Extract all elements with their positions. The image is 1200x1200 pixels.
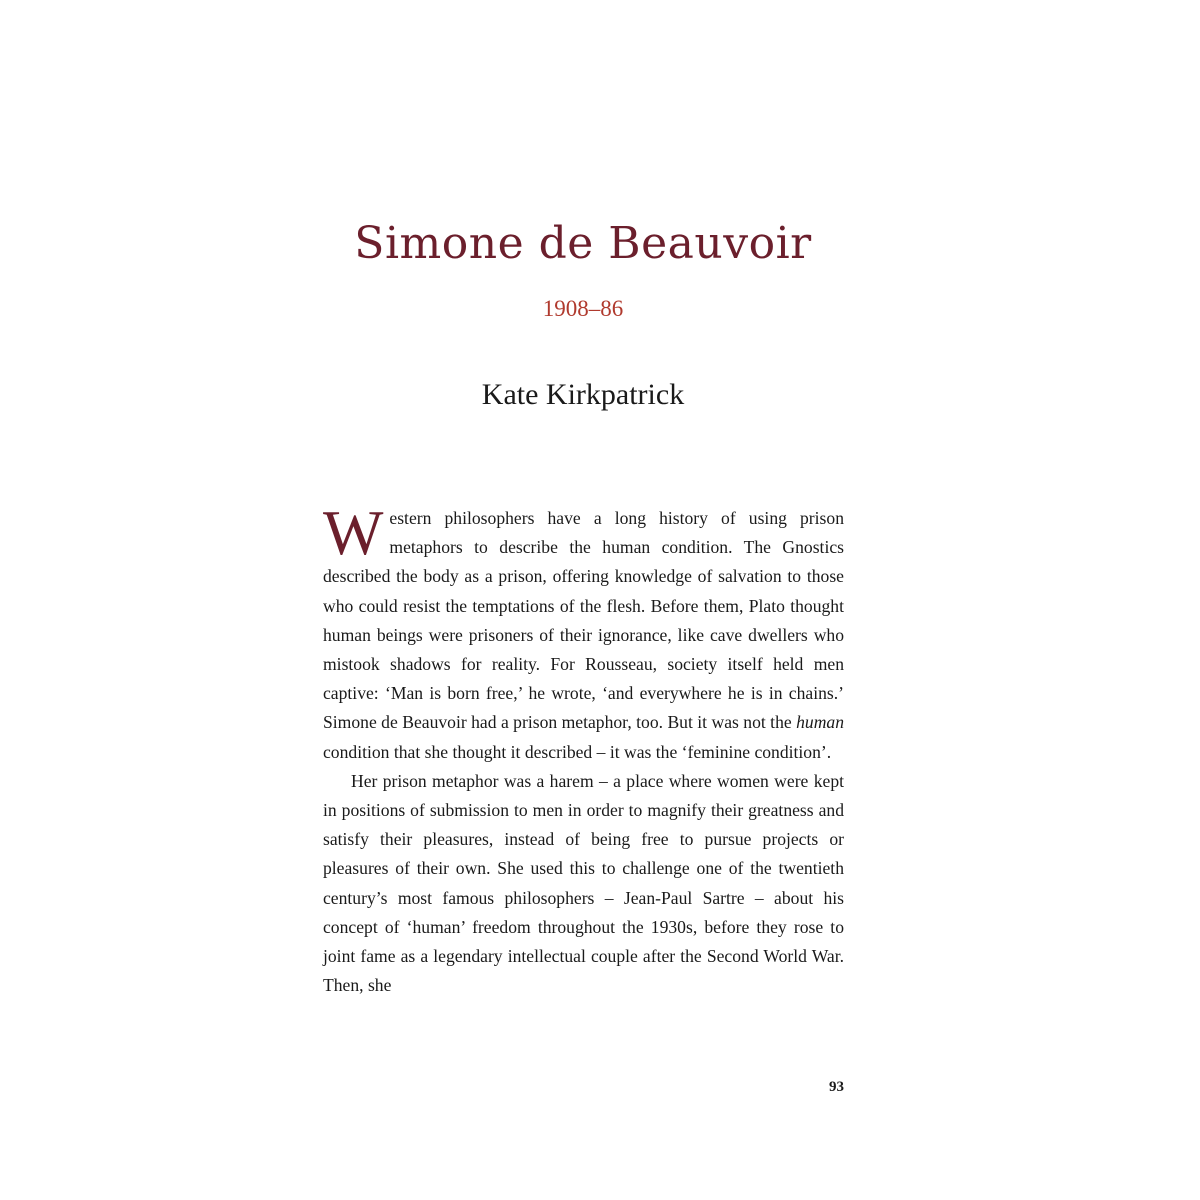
body-text — [323, 497, 844, 1000]
chapter-title: Simone de Beauvoir — [354, 218, 812, 269]
paragraph-1-text-start: estern philosophers have a long history of using prison metaphors to describe the human condition. The Gnostics described the body as a prison, offering knowledge of salvation to those who could resist the temptations of the flesh. Before them, Plato thought human beings were prisoners of their ignorance, like cave dwellers who mistook shadows for reality. For Rousseau, society itself held men captive: ‘Man is born free,’ he wrote, ‘and everywhere he is in chains.’ Simone de Beauvoir had a prison metaphor, too. But it was not the — [323, 508, 844, 733]
drop-cap: W — [323, 497, 384, 568]
page-number: 93 — [829, 1079, 844, 1095]
life-dates: 1908–86 — [542, 296, 624, 321]
paragraph-1 — [323, 497, 844, 767]
emphasis-human: human — [796, 712, 844, 733]
paragraph-1-text-end: condition that she thought it described – it was the ‘feminine condition’. — [323, 741, 832, 762]
author-name: Kate Kirkpatrick — [481, 378, 685, 411]
paragraph-2: Her prison metaphor was a harem – a place where women were kept in positions of submission to men in order to magnify their greatness and satisfy their pleasures, instead of being free to pursue projects or pleasures of their own. She used this to challenge one of the twentieth century’s most famous philosophers – Jean-Paul Sartre – about his concept of ‘human’ freedom throughout the 1930s, before they rose to joint fame as a legendary intellectual couple after the Second World War. Then, she — [323, 770, 844, 996]
